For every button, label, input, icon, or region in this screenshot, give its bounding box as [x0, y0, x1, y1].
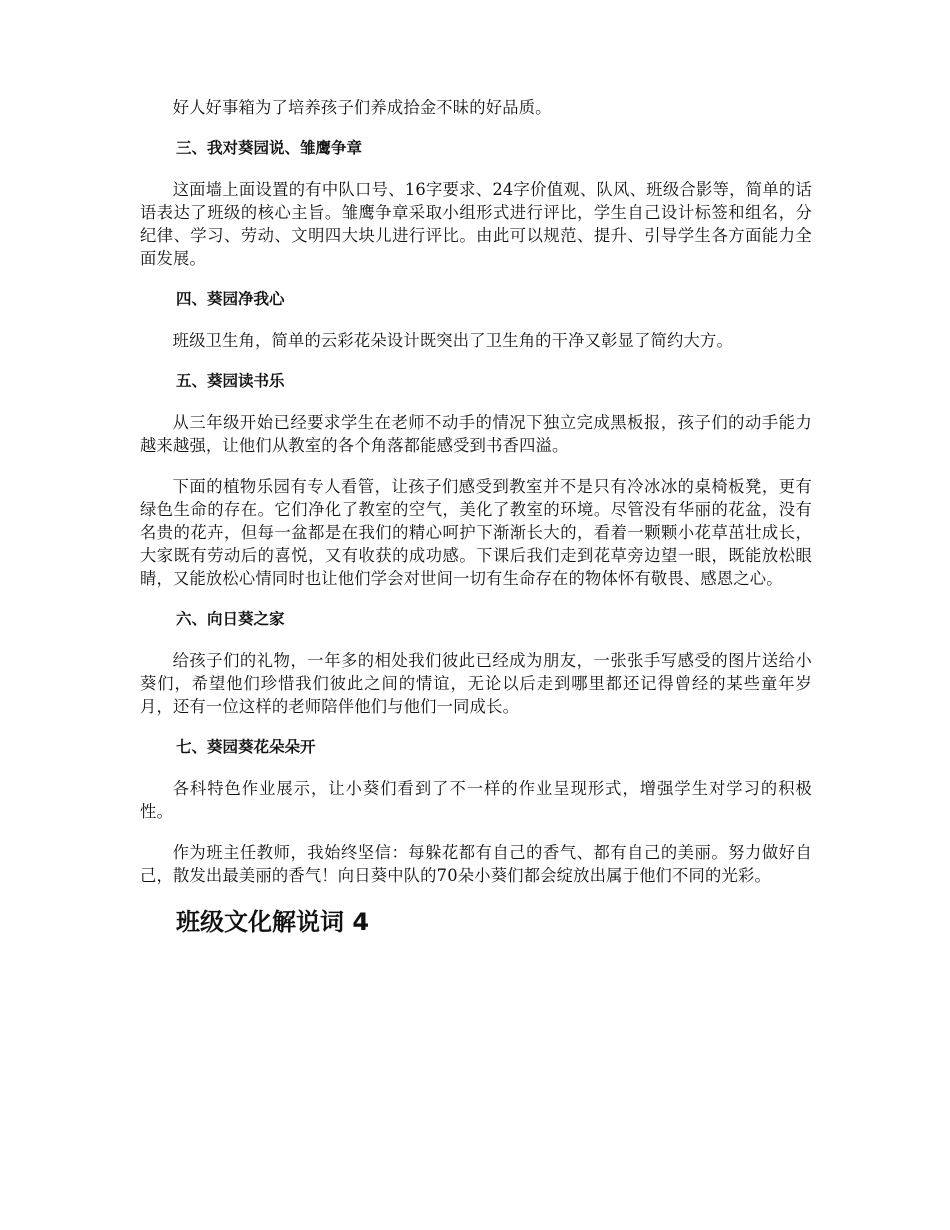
intro-paragraph: 好人好事箱为了培养孩子们养成拾金不昧的好品质。	[172, 98, 552, 117]
section-heading-3: 三、我对葵园说、雏鹰争章	[176, 139, 363, 157]
section-heading-5: 五、葵园读书乐	[176, 372, 285, 390]
document-title: 班级文化解说词 4	[176, 908, 370, 936]
section-6-paragraph-1: 给孩子们的礼物，一年多的相处我们彼此已经成为朋友，一张张手写感受的图片送给小葵们，希望他们珍惜我们彼此之间的情谊，无论以后走到哪里都还记得曾经的某些童年岁月，还有一位这样的老师陪伴他们与他们一同成长。	[140, 651, 812, 716]
section-5-paragraph-1: 从三年级开始已经要求学生在老师不动手的情况下独立完成黑板报，孩子们的动手能力越来越强，让他们从教室的各个角落都能感受到书香四溢。	[140, 413, 812, 455]
section-5-paragraph-2: 下面的植物乐园有专人看管，让孩子们感受到教室并不是只有冷冰冰的桌椅板凳，更有绿色生命的存在。它们净化了教室的空气，美化了教室的环境。尽管没有华丽的花盆，没有名贵的花卉，但每一盆都是在我们的精心呵护下渐渐长大的，看着一颗颗小花草茁壮成长，大家既有劳动后的喜悦，又有收获的成功感。下课后我们走到花草旁边望一眼，既能放松眼睛，又能放松心情同时也让他们学会对世间一切有生命存在的物体怀有敬畏、感恩之心。	[140, 477, 812, 588]
section-heading-6: 六、向日葵之家	[176, 610, 285, 628]
document-body	[140, 96, 812, 937]
section-7-paragraph-2: 作为班主任教师，我始终坚信：每躲花都有自己的香气、都有自己的美丽。努力做好自己，散发出最美丽的香气！向日葵中队的70朵小葵们都会绽放出属于他们不同的光彩。	[140, 843, 812, 885]
section-7-paragraph-1: 各科特色作业展示，让小葵们看到了不一样的作业呈现形式，增强学生对学习的积极性。	[140, 779, 812, 821]
section-heading-7: 七、葵园葵花朵朵开	[176, 738, 316, 756]
section-3-paragraph-1: 这面墙上面设置的有中队口号、16字要求、24字价值观、队风、班级合影等，简单的话语表达了班级的核心主旨。雏鹰争章采取小组形式进行评比，学生自己设计标签和组名，分纪律、学习、劳动、文明四大块儿进行评比。由此可以规范、提升、引导学生各方面能力全面发展。	[140, 180, 812, 268]
section-4-paragraph-1: 班级卫生角，简单的云彩花朵设计既突出了卫生角的干净又彰显了简约大方。	[172, 331, 733, 350]
section-heading-4: 四、葵园净我心	[176, 290, 285, 308]
